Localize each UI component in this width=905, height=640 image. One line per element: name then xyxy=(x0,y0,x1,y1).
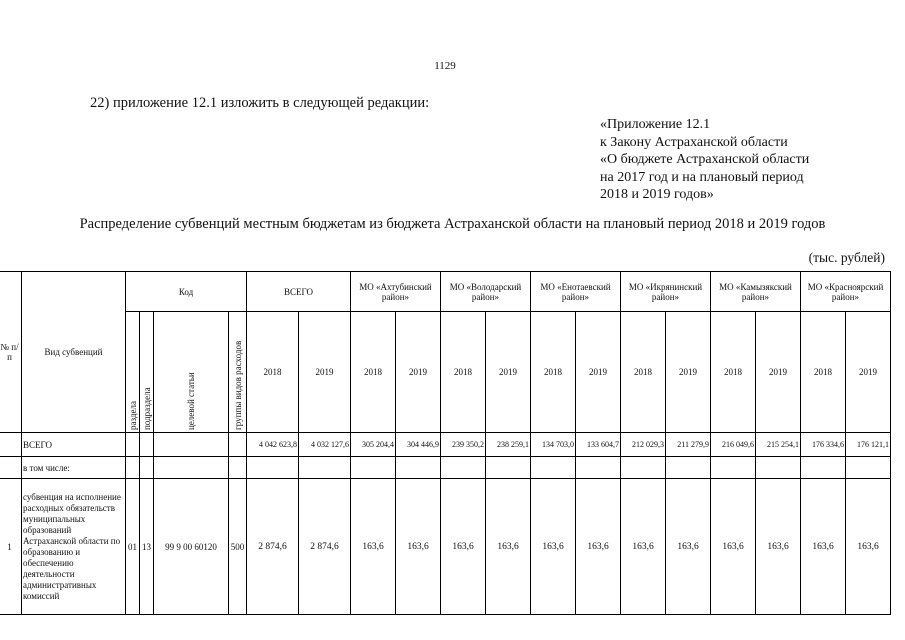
appendix-line: «О бюджете Астраханской области xyxy=(600,152,810,167)
row-value: 4 032 127,6 xyxy=(299,433,351,457)
header-year: 2018 xyxy=(621,312,666,433)
header-razdel xyxy=(126,312,140,433)
row-value: 4 042 623,8 xyxy=(247,433,299,457)
row-value: 238 259,1 xyxy=(486,433,531,457)
row-razdel xyxy=(126,433,140,457)
page-number: 1129 xyxy=(434,60,456,72)
header-total: ВСЕГО xyxy=(247,272,351,312)
header-razdel-label: раздела xyxy=(127,401,138,430)
header-year: 2019 xyxy=(576,312,621,433)
row-value: 163,6 xyxy=(711,479,756,615)
header-district: МО «Володарский район» xyxy=(441,272,531,312)
header-number: № п/п xyxy=(0,272,22,433)
appendix-line: «Приложение 12.1 xyxy=(600,117,711,132)
table-row xyxy=(0,457,891,479)
row-value xyxy=(396,457,441,479)
row-value: 216 049,6 xyxy=(711,433,756,457)
header-year: 2019 xyxy=(846,312,891,433)
row-value: 133 604,7 xyxy=(576,433,621,457)
row-value: 163,6 xyxy=(801,479,846,615)
header-subvention-type: Вид субвенций xyxy=(22,272,126,433)
row-value xyxy=(711,457,756,479)
row-target xyxy=(154,433,229,457)
appendix-line: 2018 и 2019 годов» xyxy=(600,187,714,202)
header-year: 2019 xyxy=(486,312,531,433)
row-value xyxy=(486,457,531,479)
header-year: 2018 xyxy=(351,312,396,433)
header-year: 2019 xyxy=(756,312,801,433)
row-value: 163,6 xyxy=(441,479,486,615)
header-podrazdel xyxy=(140,312,154,433)
row-number xyxy=(0,433,22,457)
header-group xyxy=(229,312,247,433)
header-podrazdel-label: подраздела xyxy=(141,387,152,430)
row-group: 500 xyxy=(229,479,247,615)
row-value: 305 204,4 xyxy=(351,433,396,457)
row-value: 212 029,3 xyxy=(621,433,666,457)
header-year: 2019 xyxy=(396,312,441,433)
row-value: 2 874,6 xyxy=(299,479,351,615)
header-district: МО «Икрянинский район» xyxy=(621,272,711,312)
row-value xyxy=(756,457,801,479)
header-district: МО «Камызякский район» xyxy=(711,272,801,312)
row-value xyxy=(621,457,666,479)
header-year: 2019 xyxy=(666,312,711,433)
table-row xyxy=(0,433,891,457)
row-group xyxy=(229,433,247,457)
row-value: 134 703,0 xyxy=(531,433,576,457)
row-razdel: 01 xyxy=(126,479,140,615)
row-value: 163,6 xyxy=(396,479,441,615)
header-year: 2018 xyxy=(801,312,846,433)
row-value: 163,6 xyxy=(756,479,801,615)
row-label: субвенция на исполнение расходных обязательств муниципальных образований Астраханской области по образованию и обеспечению деятельности административных комиссий xyxy=(22,479,126,615)
row-podrazdel xyxy=(140,457,154,479)
row-number: 1 xyxy=(0,479,22,615)
row-razdel xyxy=(126,457,140,479)
row-value: 163,6 xyxy=(621,479,666,615)
header-group-label: группы видов расходов xyxy=(232,340,243,430)
row-target: 99 9 00 60120 xyxy=(154,479,229,615)
header-district: МО «Красноярский район» xyxy=(801,272,891,312)
row-label: в том числе: xyxy=(22,457,126,479)
row-value: 163,6 xyxy=(846,479,891,615)
header-row xyxy=(0,272,891,312)
row-number xyxy=(0,457,22,479)
row-value xyxy=(801,457,846,479)
row-value: 176 334,6 xyxy=(801,433,846,457)
appendix-header xyxy=(600,116,809,204)
row-target xyxy=(154,457,229,479)
row-value xyxy=(846,457,891,479)
header-year: 2019 xyxy=(299,312,351,433)
header-year: 2018 xyxy=(441,312,486,433)
row-value: 163,6 xyxy=(531,479,576,615)
row-value xyxy=(576,457,621,479)
row-value: 163,6 xyxy=(351,479,396,615)
row-value: 304 446,9 xyxy=(396,433,441,457)
row-value xyxy=(351,457,396,479)
row-value xyxy=(247,457,299,479)
header-year: 2018 xyxy=(711,312,756,433)
table-row xyxy=(0,479,891,615)
header-target-label: целевой статьи xyxy=(186,372,196,430)
document-title: Распределение субвенций местным бюджетам из бюджета Астраханской области на плановый период 2018 и 2019 годов xyxy=(79,216,826,232)
appendix-line: на 2017 год и на плановый период xyxy=(600,169,804,185)
header-district: МО «Ахтубинский район» xyxy=(351,272,441,312)
subventions-table xyxy=(0,271,891,615)
row-label: ВСЕГО xyxy=(22,433,126,457)
row-value xyxy=(666,457,711,479)
row-podrazdel: 13 xyxy=(140,479,154,615)
row-value: 163,6 xyxy=(486,479,531,615)
row-value xyxy=(531,457,576,479)
header-target xyxy=(154,312,229,433)
row-value: 215 254,1 xyxy=(756,433,801,457)
header-year: 2018 xyxy=(531,312,576,433)
row-group xyxy=(229,457,247,479)
row-value: 211 279,9 xyxy=(666,433,711,457)
row-value: 176 121,1 xyxy=(846,433,891,457)
intro-text: 22) приложение 12.1 изложить в следующей редакции: xyxy=(90,95,430,111)
row-podrazdel xyxy=(140,433,154,457)
appendix-line: к Закону Астраханской области xyxy=(600,134,788,150)
row-value xyxy=(299,457,351,479)
subheader-row xyxy=(0,312,891,433)
units-label: (тыс. рублей) xyxy=(808,250,885,265)
row-value: 2 874,6 xyxy=(247,479,299,615)
row-value: 239 350,2 xyxy=(441,433,486,457)
row-value xyxy=(441,457,486,479)
header-code: Код xyxy=(126,272,247,312)
header-year: 2018 xyxy=(247,312,299,433)
row-value: 163,6 xyxy=(666,479,711,615)
row-value: 163,6 xyxy=(576,479,621,615)
header-district: МО «Енотаевский район» xyxy=(531,272,621,312)
